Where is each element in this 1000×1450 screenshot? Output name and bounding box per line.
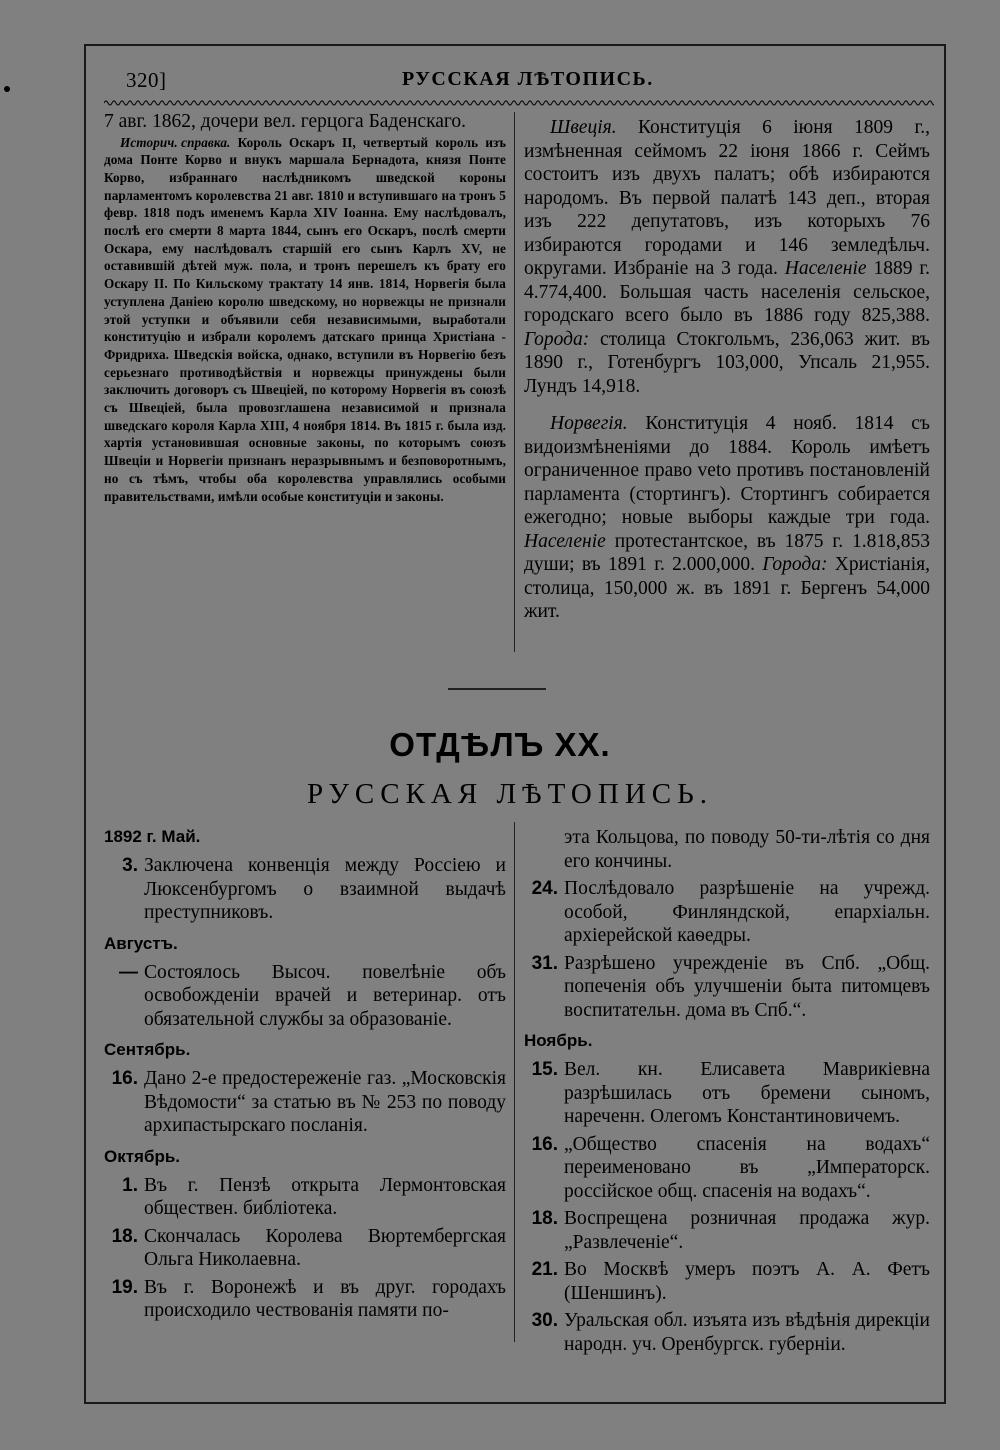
chronicle-entry [524, 1258, 930, 1305]
note-label: Историч. справка. [120, 134, 231, 150]
entry-text: Во Москвѣ умеръ поэтъ А. А. Фетъ (Шеншинъ). [564, 1259, 930, 1304]
entry-day: 1. [122, 1174, 138, 1196]
month-heading: 1892 г. Май. [104, 827, 201, 846]
chronicle-entry [104, 1225, 506, 1272]
month-heading: Августъ. [104, 933, 178, 953]
column-divider-top [514, 112, 515, 652]
sweden-text: Конституція 6 іюня 1809 г., измѣненная сеймомъ 22 іюня 1866 г. Сеймъ состоитъ изъ двухъ палатъ; обѣ избираются народомъ. Въ первой палатѣ 143 деп., вторая изъ 222 депутатовъ, изъ которыхъ 76 избираются городами и 146 земледѣльч. округами. Избраніе на 3 года. [524, 117, 930, 279]
section-subtitle: РУССКАЯ ЛѢТОПИСЬ. [306, 778, 714, 810]
month-heading: Сентябрь. [104, 1040, 191, 1059]
chronicle-entry [104, 961, 506, 1032]
norway-population-text: протестантское, въ 1875 г. 1.818,853 души; въ 1891 г. 2.000,000. [524, 530, 930, 575]
entry-day: 16. [531, 1133, 558, 1155]
entry-day: 31. [531, 952, 558, 974]
entry-text: Дано 2-е предостереженіе газ. „Московскія Вѣдомости“ за статью въ № 253 по поводу архипастырскаго посланія. [144, 1068, 506, 1136]
entry-text: эта Кольцова, по поводу 50-ти-лѣтія со дня его кончины. [564, 827, 930, 872]
entry-day: 24. [531, 878, 558, 899]
norway-text: Конституція 4 нояб. 1814 съ видоизмѣненіями до 1884. Король имѣетъ ограниченное право veto противъ постановленій парламента (стортингъ). Стортингъ собирается ежегодно; новые выборы каждые три года. [524, 413, 930, 528]
chronicle-entry [524, 1133, 930, 1204]
entry-text: Въ г. Воронежѣ и въ друг. городахъ происходило чествованія памяти по- [144, 1276, 506, 1321]
norway-label: Норвегія. [550, 413, 628, 434]
chronicle-entry [104, 1067, 506, 1138]
chronicle-entry [104, 854, 506, 925]
column-divider-bottom [514, 822, 515, 1342]
norway-paragraph [524, 412, 930, 624]
chronicle-entry [524, 1058, 930, 1129]
entry-text: Уральская обл. изъята изъ вѣдѣнія дирекціи народн. уч. Оренбургск. губерніи. [564, 1310, 930, 1355]
note-text: Король Оскаръ II, четвертый король изъ дома Понте Корво и внукъ маршала Бернадота, князя Понте Корво, избраннаго наслѣдникомъ шведской короны парламентомъ королевства 21 авг. 1810 и вступившаго на тронъ 5 февр. 1818 подъ именемъ Карла XIV Іоанна. Ему наслѣдовалъ, послѣ его смерти 8 марта 1844, сынъ его Оскаръ, послѣ смерти Оскара, ему наслѣдовалъ старшій его сынъ Карлъ XV, не оставившій дѣтей муж. пола, и тронъ перешелъ къ брату его Оскару II. По Кильскому трактату 14 янв. 1814, Норвегія была уступлена Даніею королю шведскому, но норвежцы не признали этой уступки и объявили себя независимыми, выработали конституцію и избрали королемъ датскаго принца Христіана - Фридриха. Шведскія войска, однако, вступили въ Норвегію безъ серьезнаго противодѣйствія и норвежцы принуждены были заключить договоръ съ Швеціей, по которому Норвегія въ союзѣ съ Швеціей, была провозглашена независимой и признала шведскаго короля Карла XIII, 4 ноября 1814. Въ 1815 г. была изд. хартія установившая основные законы, по которымъ союзъ Швеціи и Норвегіи признанъ неразрывнымъ и безповоротнымъ, но съ тѣмъ, чтобы оба королевства управлялись особыми правительствами, имѣли особые конституціи и законы. [104, 134, 506, 504]
chronicle-entry [524, 826, 930, 873]
entry-text: Вел. кн. Елисавета Маврикіевна разрѣшилась отъ бремени сыномъ, нареченн. Олегомъ Константиновичемъ. [564, 1059, 930, 1127]
entry-day: 18. [111, 1225, 138, 1247]
sweden-cities-label: Города: [524, 328, 590, 350]
chronicle-left-column [104, 826, 506, 1327]
page-header [102, 64, 938, 98]
entry-day: 30. [531, 1310, 558, 1331]
running-title: РУССКАЯ ЛѢТОПИСЬ. [402, 68, 654, 90]
entry-text: Воспрещена розничная продажа жур. „Развлеченіе“. [564, 1208, 930, 1253]
chronicle-entry [524, 952, 930, 1023]
entry-day: 16. [111, 1068, 138, 1089]
norway-cities-text: Христіанія, столица, 150,000 ж. въ 1891 г. Бергенъ 54,000 жит. [524, 554, 930, 622]
top-right-column [524, 116, 930, 624]
entry-text: Заключена конвенція между Россіею и Люксенбургомъ о взаимной выдачѣ преступниковъ. [144, 855, 506, 923]
norway-population-label: Населеніе [524, 530, 606, 552]
header-wavy-rule [104, 98, 934, 108]
entry-text: Послѣдовало разрѣшеніе на учрежд. особой, Финляндской, епархіальн. архіерейской каѳедры. [564, 878, 930, 946]
sweden-population-text: 1889 г. 4.774,400. Большая часть населенія сельское, городскаго всего было въ 1886 году 825,388. [524, 258, 930, 326]
month-heading: Ноябрь. [524, 1031, 593, 1050]
entry-day: 18. [531, 1208, 558, 1229]
entry-day: 3. [122, 855, 138, 876]
chronicle-entry [104, 1174, 506, 1221]
sweden-population-label: Населеніе [784, 258, 867, 279]
chronicle-entry [524, 1207, 930, 1254]
norway-cities-label: Города: [762, 554, 828, 575]
margin-mark [4, 86, 10, 92]
continuation-text: 7 авг. 1862, дочери вел. герцога Баденскаго. [104, 111, 467, 132]
sweden-label: Швеція. [550, 117, 617, 138]
chronicle-right-column [524, 826, 930, 1360]
entry-text: Скончалась Королева Вюртембергская Ольга Николаевна. [144, 1225, 506, 1270]
section-title: ОТДѢЛЪ XX. [389, 726, 611, 763]
month-heading: Октябрь. [104, 1146, 181, 1166]
entry-day: 15. [531, 1059, 558, 1080]
chronicle-entry [104, 1276, 506, 1323]
page-number: 320] [126, 68, 167, 92]
section-separator [448, 688, 546, 690]
entry-day: 19. [111, 1276, 138, 1298]
entry-day: — [119, 961, 138, 983]
entry-text: Въ г. Пензѣ открыта Лермонтовская обществен. библіотека. [144, 1174, 506, 1219]
entry-text: „Общество спасенія на водахъ“ переименовано въ „Императорск. россійское общ. спасенія на водахъ“. [564, 1133, 930, 1202]
sweden-paragraph [524, 116, 930, 398]
entry-text: Состоялось Высоч. повелѣніе объ освобожденіи врачей и ветеринар. отъ обязательной службы за образованіе. [144, 961, 506, 1030]
historical-note [104, 134, 506, 506]
chronicle-entry [524, 877, 930, 948]
chronicle-entry [524, 1309, 930, 1356]
top-left-column [104, 110, 506, 505]
entry-text: Разрѣшено учрежденіе въ Спб. „Общ. попеченія объ улучшеніи быта питомцевъ воспитательн. дома въ Спб.“. [564, 952, 930, 1021]
sweden-cities-text: столица Стокгольмъ, 236,063 жит. въ 1890 г., Готенбургъ 103,000, Упсаль 21,955. Лундъ 14,918. [524, 328, 930, 397]
entry-day: 21. [531, 1259, 558, 1280]
